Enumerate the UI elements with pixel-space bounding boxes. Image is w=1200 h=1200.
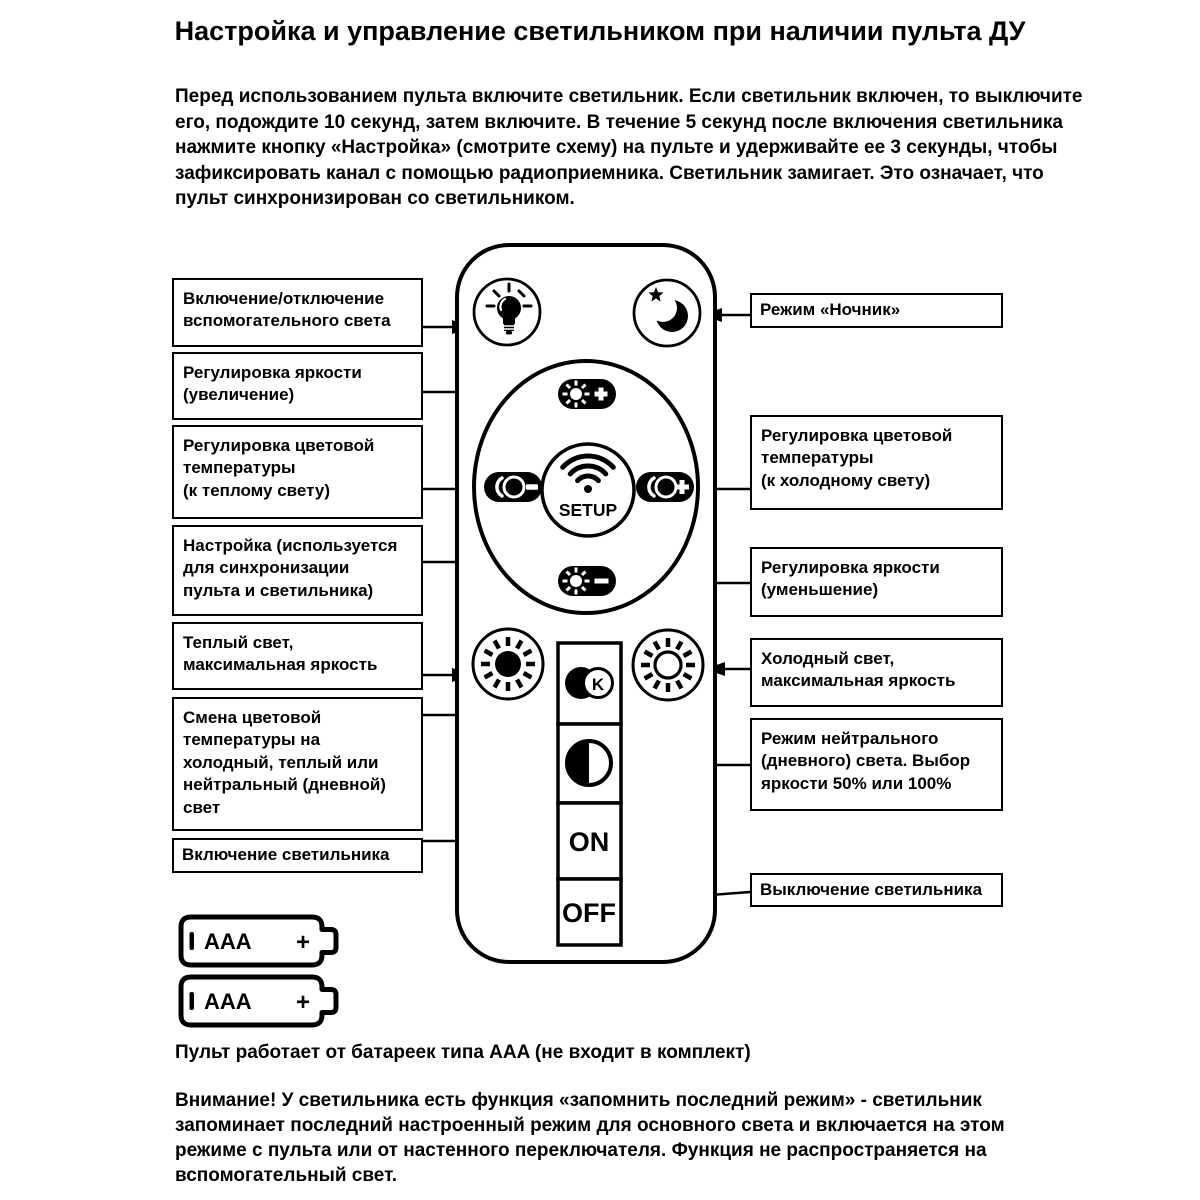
callout-neutral-mode: Режим нейтрального (дневного) света. Выбор яркости 50% или 100% (750, 718, 1003, 811)
callout-power-off: Выключение светильника (750, 873, 1003, 907)
minus-icon (595, 579, 609, 584)
sun-icon (563, 381, 590, 408)
callout-cool-max: Холодный свет, максимальная яркость (750, 638, 1003, 707)
callout-night-mode: Режим «Ночник» (750, 293, 1003, 328)
brightness-up-button[interactable] (558, 379, 616, 409)
callout-brightness-down: Регулировка яркости (уменьшение) (750, 547, 1003, 617)
battery-terminal-bar (190, 932, 195, 950)
svg-text:K: K (591, 675, 605, 694)
callout-cool-temperature: Регулировка цветовой температуры (к холодному свету) (750, 415, 1003, 510)
callout-warm-max: Теплый свет, максимальная яркость (172, 622, 423, 690)
callout-aux-light: Включение/отключение вспомогательного света (172, 278, 423, 347)
callout-brightness-up: Регулировка яркости (увеличение) (172, 352, 423, 420)
battery-icon (181, 917, 336, 965)
half-circle-icon (567, 741, 611, 785)
power-on-button[interactable] (558, 803, 621, 879)
battery-plus-label: + (295, 929, 311, 956)
battery-plus-label: + (295, 989, 311, 1016)
battery-type-label: AAA (204, 929, 252, 954)
svg-text:K: K (508, 479, 520, 496)
setup-label: SETUP (558, 500, 618, 520)
warm-temperature-button[interactable] (484, 472, 542, 502)
moon-k-icon (565, 667, 613, 699)
neutral-mode-button[interactable] (558, 724, 621, 803)
battery-terminal-bar (190, 992, 195, 1010)
cool-max-button[interactable] (633, 630, 703, 700)
callout-warm-temperature: Регулировка цветовой температуры (к теплому свету) (172, 425, 423, 519)
off-label: OFF (562, 898, 616, 928)
sun-icon (563, 568, 590, 595)
callout-power-on: Включение светильника (172, 838, 423, 873)
page-title: Настройка и управление светильником при наличии пульта ДУ (174, 16, 1026, 46)
temp-cycle-button[interactable] (558, 643, 621, 724)
night-mode-button[interactable] (634, 280, 700, 346)
power-off-button[interactable] (558, 879, 621, 945)
svg-text:K: K (660, 479, 672, 496)
cool-temperature-button[interactable] (636, 472, 694, 502)
setup-button[interactable] (542, 444, 634, 536)
intro-paragraph: Перед использованием пульта включите светильник. Если светильник включен, то выключите его, подождите 10 секунд, затем включите. В течение 5 секунд после включения светильника нажмите кнопку «Настройка» (смотрите схему) на пульте и удерживайте ее 3 секунды, чтобы зафиксировать канал с помощью радиоприемника. Светильник замигает. Это означает, что пульт синхронизирован со светильником. (175, 86, 1083, 209)
battery-note: Пульт работает от батареек типа AAA (не входит в комплект) (175, 1042, 751, 1063)
warm-max-button[interactable] (473, 629, 543, 699)
battery-icon (181, 977, 336, 1025)
brightness-down-button[interactable] (558, 566, 616, 596)
warning-paragraph: Внимание! У светильника есть функция «запомнить последний режим» - светильник запоминает последний настроенный режим для основного света и включается на этом режиме с пульта или от настенного переключателя. Функция не распространяется на вспомогательный свет. (175, 1090, 1005, 1186)
callout-setup: Настройка (используется для синхронизации пульта и светильника) (172, 525, 423, 616)
battery-type-label: AAA (204, 989, 252, 1014)
aux-light-button[interactable] (474, 279, 540, 345)
on-label: ON (568, 827, 610, 857)
callout-temp-cycle: Смена цветовой температуры на холодный, теплый или нейтральный (дневной) свет (172, 697, 423, 831)
